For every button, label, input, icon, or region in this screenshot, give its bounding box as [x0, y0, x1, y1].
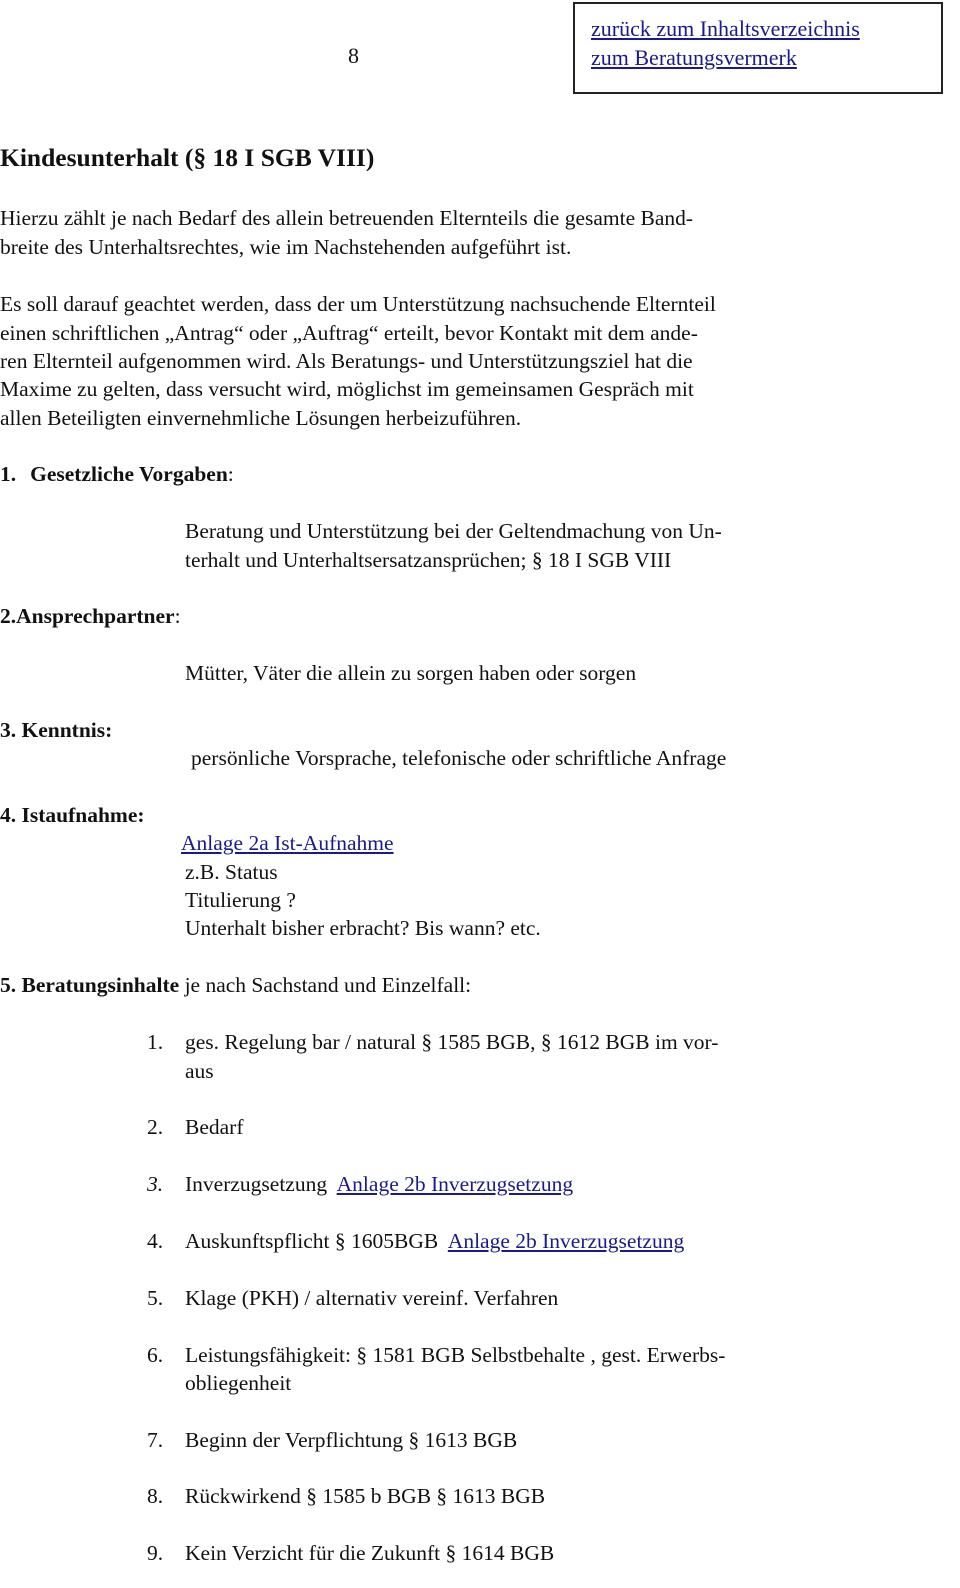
list-text: ges. Regelung bar / natural § 1585 BGB, § 1612 BGB im vor- — [185, 1030, 719, 1054]
paragraph-line: Es soll darauf geachtet werden, dass der um Unterstützung nachsuchende Elternteil — [0, 292, 716, 316]
inventory-item: Unterhalt bisher erbracht? Bis wann? etc. — [185, 916, 541, 940]
inventory-link-line — [181, 829, 394, 858]
back-to-toc-link[interactable]: zurück zum Inhaltsverzeichnis — [591, 16, 860, 41]
section-heading-contact — [0, 602, 181, 631]
list-text: Leistungsfähigkeit: § 1581 BGB Selbstbehalte , gest. Erwerbs- — [185, 1343, 726, 1367]
annex-2b-link[interactable]: Anlage 2b Inverzugsetzung — [447, 1229, 685, 1253]
section-subtitle: je nach Sachstand und Einzelfall: — [179, 973, 472, 997]
list-number: 7. — [147, 1428, 164, 1452]
paragraph-line: ren Elternteil aufgenommen wird. Als Beratungs- und Unterstützungsziel hat die — [0, 349, 693, 373]
list-number: 1. — [147, 1030, 164, 1054]
list-text: Inverzugsetzung — [185, 1172, 337, 1196]
list-text: Klage (PKH) / alternativ vereinf. Verfahren — [185, 1286, 559, 1310]
section-title: 5. Beratungsinhalte — [0, 973, 180, 997]
section-body: persönliche Vorsprache, telefonische oder schriftliche Anfrage — [191, 746, 727, 770]
navigation-box — [573, 2, 943, 94]
annex-2b-link[interactable]: Anlage 2b Inverzugsetzung — [336, 1172, 574, 1196]
list-number: 8. — [147, 1484, 164, 1508]
page-title: Kindesunterhalt (§ 18 I SGB VIII) — [0, 143, 375, 172]
list-text: Auskunftspflicht § 1605BGB — [185, 1229, 448, 1253]
section-number: 1. — [0, 462, 17, 486]
list-text: Bedarf — [185, 1115, 244, 1139]
list-number: 9. — [147, 1541, 164, 1565]
list-number: 2. — [147, 1115, 164, 1139]
list-number: 4. — [147, 1229, 164, 1253]
list-number: 3. — [147, 1172, 164, 1196]
inventory-item: z.B. Status — [185, 860, 278, 884]
list-text: Rückwirkend § 1585 b BGB § 1613 BGB — [185, 1484, 546, 1508]
section-body: Mütter, Väter die allein zu sorgen haben oder sorgen — [185, 661, 637, 685]
section-title: Ansprechpartner — [16, 604, 175, 628]
list-text-line — [185, 1170, 573, 1199]
list-text-continuation: obliegenheit — [185, 1371, 292, 1395]
intro-line: Hierzu zählt je nach Bedarf des allein betreuenden Elternteils die gesamte Band- — [0, 206, 694, 230]
inventory-item: Titulierung ? — [185, 888, 296, 912]
list-text-continuation: aus — [185, 1059, 214, 1083]
list-text-line — [185, 1227, 684, 1256]
section-number: 2. — [0, 604, 17, 628]
paragraph-line: Maxime zu gelten, dass versucht wird, möglichst im gemeinsamen Gespräch mit — [0, 377, 694, 401]
section-heading-knowledge: 3. Kenntnis: — [0, 718, 113, 742]
page-number: 8 — [348, 43, 359, 68]
to-consultation-note-link[interactable]: zum Beratungsvermerk — [591, 45, 797, 70]
paragraph-line: einen schriftlichen „Antrag“ oder „Auftrag“ erteilt, bevor Kontakt mit dem ande- — [0, 321, 698, 345]
section-body-line: terhalt und Unterhaltsersatzansprüchen; § 18 I SGB VIII — [185, 548, 672, 572]
intro-line: breite des Unterhaltsrechtes, wie im Nachstehenden aufgeführt ist. — [0, 235, 572, 259]
annex-2a-link[interactable]: Anlage 2a Ist-Aufnahme — [181, 831, 394, 855]
section-title: Gesetzliche Vorgaben — [30, 462, 228, 486]
section-body-line: Beratung und Unterstützung bei der Geltendmachung von Un- — [185, 519, 722, 543]
list-number: 5. — [147, 1286, 164, 1310]
section-colon: : — [227, 462, 234, 486]
list-number: 6. — [147, 1343, 164, 1367]
paragraph-line: allen Beteiligten einvernehmliche Lösungen herbeizuführen. — [0, 406, 522, 430]
section-heading-legal — [0, 460, 234, 489]
list-text: Kein Verzicht für die Zukunft § 1614 BGB — [185, 1541, 555, 1565]
section-heading-consulting — [0, 971, 471, 1000]
section-colon: : — [174, 604, 181, 628]
list-text: Beginn der Verpflichtung § 1613 BGB — [185, 1428, 518, 1452]
section-heading-inventory: 4. Istaufnahme: — [0, 803, 145, 827]
